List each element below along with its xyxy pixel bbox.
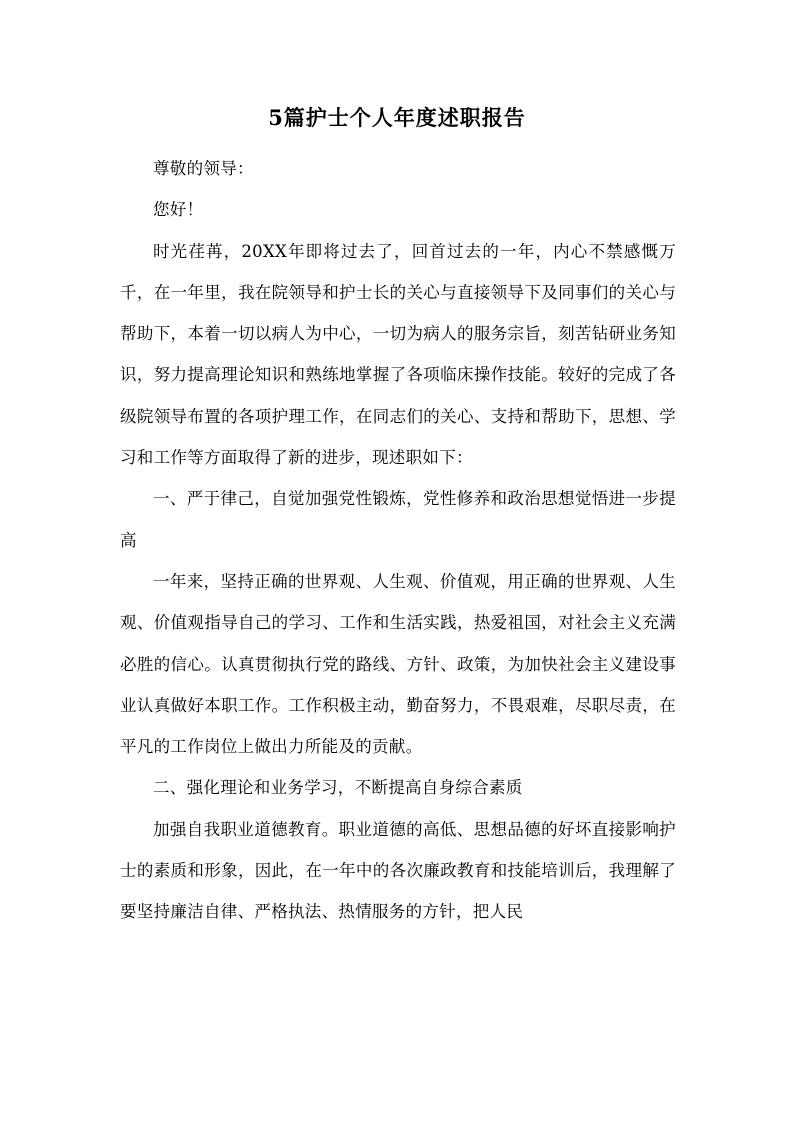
salutation: 尊敬的领导： — [153, 159, 254, 178]
paragraph-section-1: 一年来，坚持正确的世界观、人生观、价值观，用正确的世界观、人生观、价值观指导自己的学习、工作和生活实践，热爱祖国，对社会主义充满必胜的信心。认真贯彻执行党的路线、方针、政策，为加快社会主义建设事业认真做好本职工作。工作积极主动，勤奋努力，不畏艰难，尽职尽责，在平凡的工作岗位上做出力所能及的贡献。 — [120, 571, 676, 757]
section-heading-2: 二、强化理论和业务学习，不断提高自身综合素质 — [153, 778, 523, 798]
paragraph-section-2: 加强自我职业道德教育。职业道德的高低、思想品德的好坏直接影响护士的素质和形象，因此，在一年中的各次廉政教育和技能培训后，我理解了要坚持廉洁自律、严格执法、热情服务的方针，把人民 — [120, 819, 676, 922]
paragraph-intro: 时光荏苒，20XX年即将过去了，回首过去的一年，内心不禁感慨万千，在一年里，我在院领导和护士长的关心与直接领导下及同事们的关心与帮助下，本着一切以病人为中心，一切为病人的服务宗旨，刻苦钻研业务知识，努力提高理论知识和熟练地掌握了各项临床操作技能。较好的完成了各级院领导布置的各项护理工作，在同志们的关心、支持和帮助下，思想、学习和工作等方面取得了新的进步，现述职如下： — [120, 241, 676, 468]
document-body — [120, 148, 676, 933]
document-title: 5篇护士个人年度述职报告 — [268, 105, 526, 130]
greeting: 您好！ — [153, 200, 204, 220]
section-heading-1: 一、严于律己，自觉加强党性锻炼，党性修养和政治思想觉悟进一步提高 — [120, 489, 676, 550]
